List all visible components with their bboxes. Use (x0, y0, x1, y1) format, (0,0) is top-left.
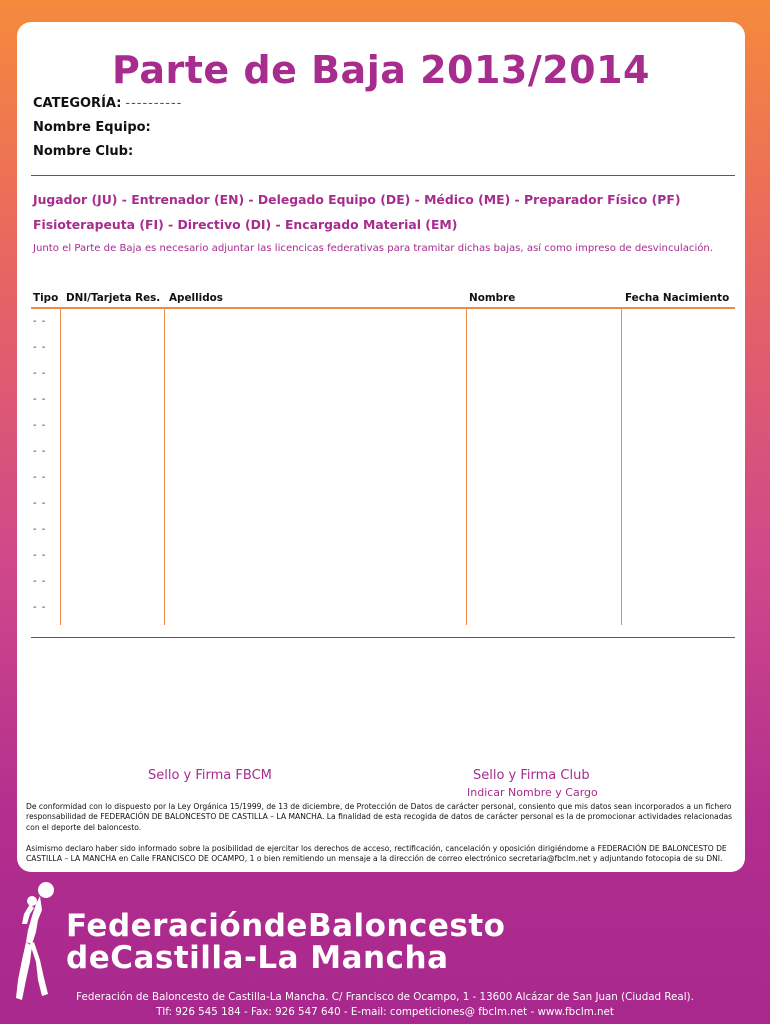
category-label: CATEGORÍA: (33, 96, 122, 111)
column-header-fecha-nacimiento: Fecha Nacimiento (625, 292, 730, 304)
column-header-tipo: Tipo (33, 292, 59, 304)
column-divider (164, 309, 165, 625)
legal-paragraph-2: Asimismo declaro haber sido informado sobre la posibilidad de ejercitar los derechos de acceso, rectificación, cancelación y oposición dirigiéndome a FEDERACIÓN DE BALONCESTO DE CASTILLA – LA MANCHA en Calle FRANCISCO DE OCAMPO, 1 o bien remitiendo un mensaje a la dirección de correo electrónico secretaria@fbclm.net y adjuntando fotocopia de su DNI. (26, 844, 727, 864)
divider (31, 175, 735, 176)
table-row-marker: - - (33, 576, 47, 587)
column-divider (466, 309, 467, 625)
table-row-marker: - - (33, 420, 47, 431)
team-name-label: Nombre Equipo: (33, 120, 151, 135)
column-header-dni: DNI/Tarjeta Res. (66, 292, 161, 304)
table-row-marker: - - (33, 342, 47, 353)
club-name-label: Nombre Club: (33, 144, 134, 159)
attachment-note: Junto el Parte de Baja es necesario adjuntar las licencicas federativas para tramitar dichas bajas, así como impreso de desvinculación. (33, 243, 714, 254)
column-header-nombre: Nombre (469, 292, 516, 304)
table-row-marker: - - (33, 550, 47, 561)
category-field (33, 96, 182, 111)
roles-legend-line2: Fisioterapeuta (FI) - Directivo (DI) - Encargado Material (EM) (33, 217, 458, 232)
table-row-marker: - - (33, 446, 47, 457)
legal-paragraph-1: De conformidad con lo dispuesto por la Ley Orgánica 15/1999, de 13 de diciembre, de Protección de Datos de carácter personal, consiento que mis datos sean incorporados a un fichero responsabilidad de FEDERACIÓN DE BALONCESTO DE CASTILLA – LA MANCHA. La finalidad de esta recogida de datos de carácter personal es la de promocionar actividades relacionadas con el deporte del baloncesto. (26, 802, 733, 832)
column-divider (60, 309, 61, 625)
fbcm-signature-label: Sello y Firma FBCM (148, 768, 272, 783)
basketball-player-icon (10, 880, 60, 1005)
table-row-marker: - - (33, 524, 47, 535)
table-row-marker: - - (33, 394, 47, 405)
footer-address: Federación de Baloncesto de Castilla-La Mancha. C/ Francisco de Ocampo, 1 - 13600 Alcázar de San Juan (Ciudad Real). (76, 991, 694, 1003)
table-row-marker: - - (33, 316, 47, 327)
roles-legend-line1: Jugador (JU) - Entrenador (EN) - Delegado Equipo (DE) - Médico (ME) - Preparador Físico (PF) (33, 192, 681, 207)
table-row-marker: - - (33, 472, 47, 483)
divider (31, 637, 735, 638)
column-header-apellidos: Apellidos (169, 292, 223, 304)
table-header-rule (31, 307, 735, 309)
club-signature-sublabel: Indicar Nombre y Cargo (467, 786, 598, 799)
form-card (17, 22, 745, 872)
table-row-marker: - - (33, 498, 47, 509)
footer-contact: Tlf: 926 545 184 - Fax: 926 547 640 - E-mail: competiciones@ fbclm.net - www.fbclm.net (156, 1006, 614, 1018)
column-divider (621, 309, 622, 625)
brand-name-line2: deCastilla-La Mancha (66, 940, 449, 976)
table-row-marker: - - (33, 602, 47, 613)
brand-name-line1: FederacióndeBaloncesto (66, 908, 506, 944)
page-title: Parte de Baja 2013/2014 (112, 48, 650, 92)
category-value: ---------- (125, 96, 183, 111)
club-signature-label: Sello y Firma Club (473, 768, 590, 783)
table-row-marker: - - (33, 368, 47, 379)
